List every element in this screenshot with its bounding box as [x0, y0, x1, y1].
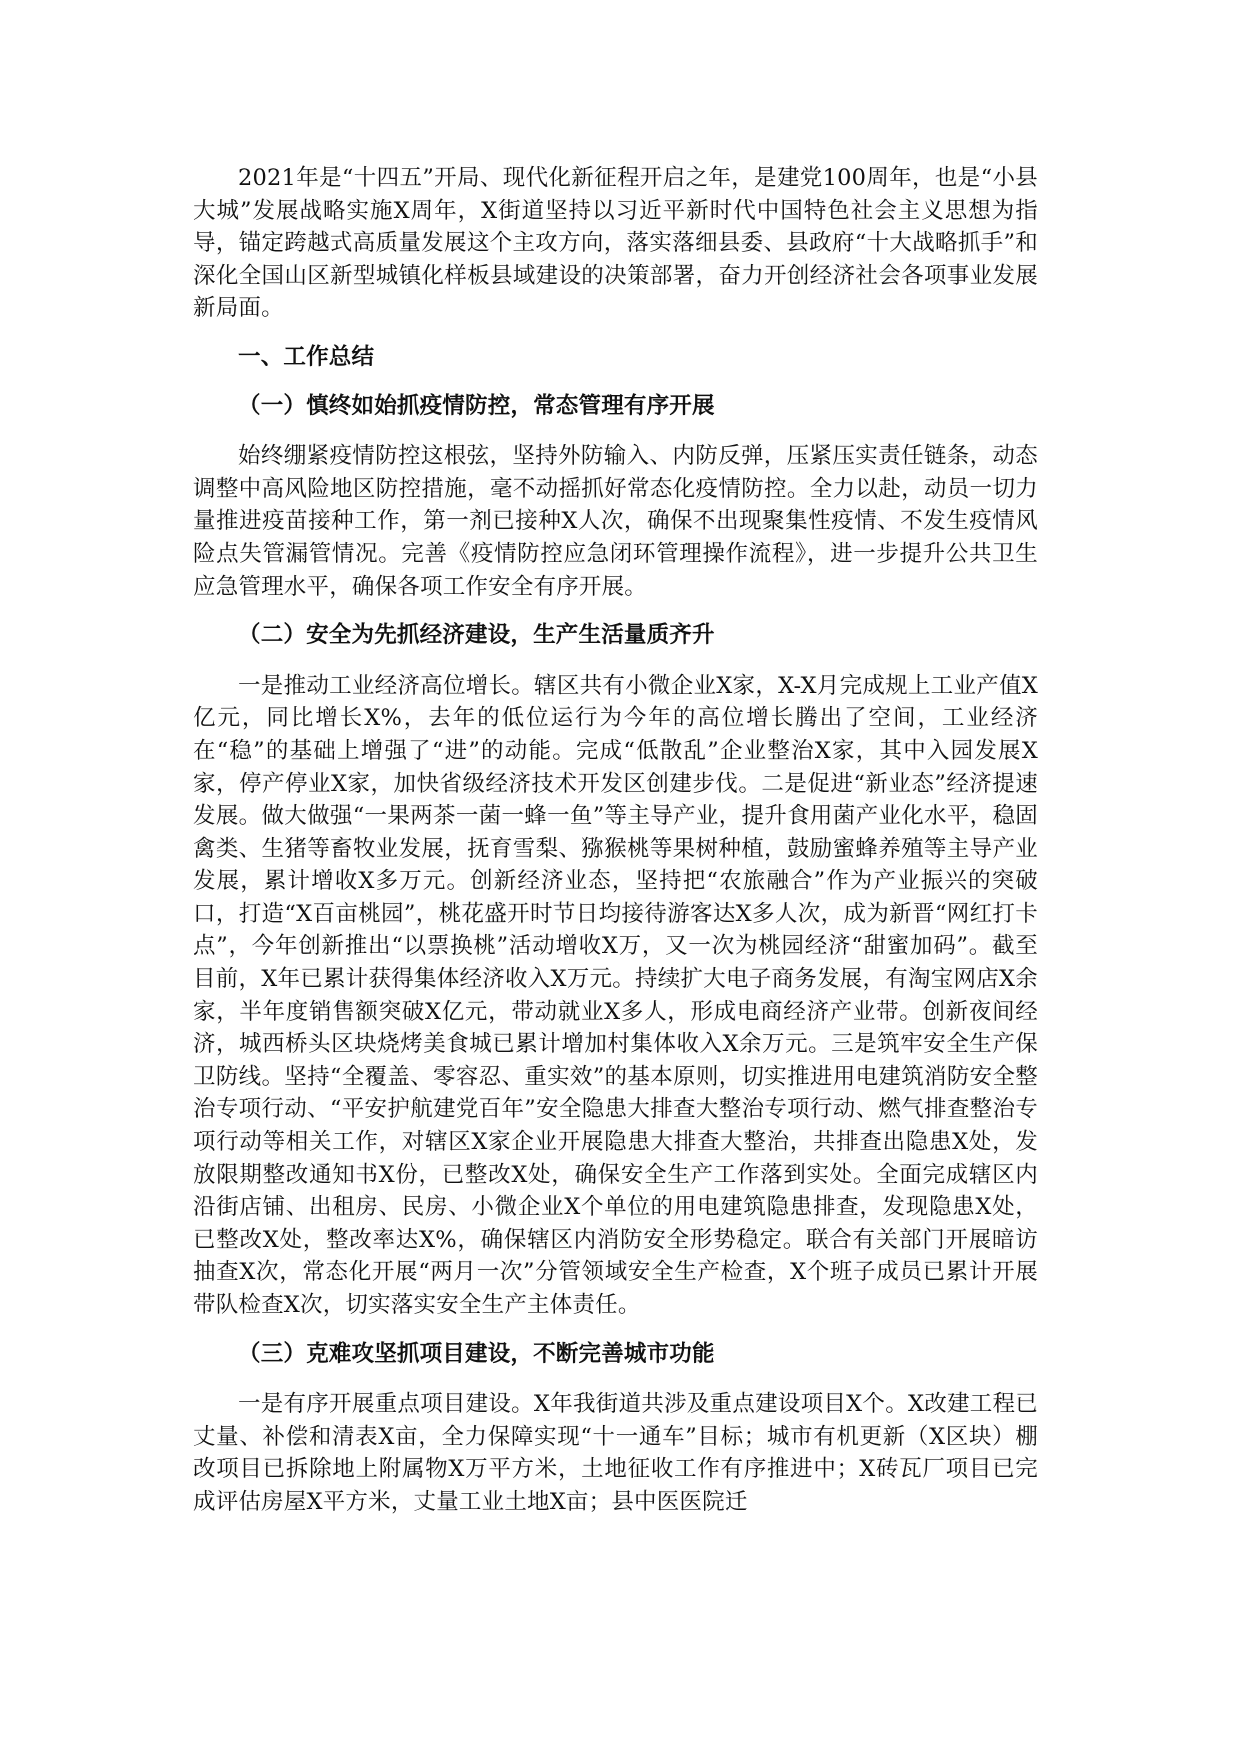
spacer: [193, 603, 1038, 619]
subsection-heading-epidemic: （一）慎终如始抓疫情防控，常态管理有序开展: [238, 392, 715, 419]
subsection-heading-economy: （二）安全为先抓经济建设，生产生活量质齐升: [238, 622, 715, 649]
spacer: [193, 422, 1038, 440]
spacer: [193, 325, 1038, 341]
spacer: [193, 374, 1038, 390]
spacer: [193, 1322, 1038, 1338]
spacer: [193, 1370, 1038, 1388]
subsection-heading-projects: （三）克难攻坚抓项目建设，不断完善城市功能: [238, 1340, 715, 1367]
paragraph-projects: 一是有序开展重点项目建设。X年我街道共涉及重点建设项目X个。X改建工程已丈量、补偿和清表X亩，全力保障实现“十一通车”目标；城市有机更新（X区块）棚改项目已拆除地上附属物X万平方米，土地征收工作有序推进中；X砖瓦厂项目已完成评估房屋X平方米，丈量工业土地X亩；县中医医院迁: [193, 1391, 1038, 1515]
paragraph-epidemic: 始终绷紧疫情防控这根弦，坚持外防输入、内防反弹，压紧压实责任链条，动态调整中高风险地区防控措施，毫不动摇抓好常态化疫情防控。全力以赴，动员一切力量推进疫苗接种工作，第一剂已接种X人次，确保不出现聚集性疫情、不发生疫情风险点失管漏管情况。完善《疫情防控应急闭环管理操作流程》，进一步提升公共卫生应急管理水平，确保各项工作安全有序开展。: [193, 443, 1038, 600]
section-heading-work-summary: 一、工作总结: [238, 343, 375, 370]
intro-paragraph: 2021年是“十四五”开局、现代化新征程开启之年，是建党100周年，也是“小县大城”发展战略实施X周年，X街道坚持以习近平新时代中国特色社会主义思想为指导，锚定跨越式高质量发展这个主攻方向，落实落细县委、县政府“十大战略抓手”和深化全国山区新型城镇化样板县域建设的决策部署，奋力开创经济社会各项事业发展新局面。: [193, 165, 1038, 322]
spacer: [193, 652, 1038, 670]
paragraph-economy: 一是推动工业经济高位增长。辖区共有小微企业X家，X-X月完成规上工业产值X亿元，同比增长X%，去年的低位运行为今年的高位增长腾出了空间，工业经济在“稳”的基础上增强了“进”的动能。完成“低散乱”企业整治X家，其中入园发展X家，停产停业X家，加快省级经济技术开发区创建步伐。二是促进“新业态”经济提速发展。做大做强“一果两茶一菌一蜂一鱼”等主导产业，提升食用菌产业化水平，稳固禽类、生猪等畜牧业发展，抚育雪梨、猕猴桃等果树种植，鼓励蜜蜂养殖等主导产业发展，累计增收X多万元。创新经济业态，坚持把“农旅融合”作为产业振兴的突破口，打造“X百亩桃园”，桃花盛开时节日均接待游客达X多人次，成为新晋“网红打卡点”，今年创新推出“以票换桃”活动增收X万，又一次为桃园经济“甜蜜加码”。截至目前，X年已累计获得集体经济收入X万元。持续扩大电子商务发展，有淘宝网店X余家，半年度销售额突破X亿元，带动就业X多人，形成电商经济产业带。创新夜间经济，城西桥头区块烧烤美食城已累计增加村集体收入X余万元。三是筑牢安全生产保卫防线。坚持“全覆盖、零容忍、重实效”的基本原则，切实推进用电建筑消防安全整治专项行动、“平安护航建党百年”安全隐患大排查大整治专项行动、燃气排查整治专项行动等相关工作，对辖区X家企业开展隐患大排查大整治，共排查出隐患X处，发放限期整改通知书X份，已整改X处，确保安全生产工作落到实处。全面完成辖区内沿街店铺、出租房、民房、小微企业X个单位的用电建筑隐患排查，发现隐患X处，已整改X处，整改率达X%，确保辖区内消防安全形势稳定。联合有关部门开展暗访抽查X次，常态化开展“两月一次”分管领域安全生产检查，X个班子成员已累计开展带队检查X次，切实落实安全生产主体责任。: [193, 672, 1038, 1318]
document-body: [193, 162, 1038, 1519]
